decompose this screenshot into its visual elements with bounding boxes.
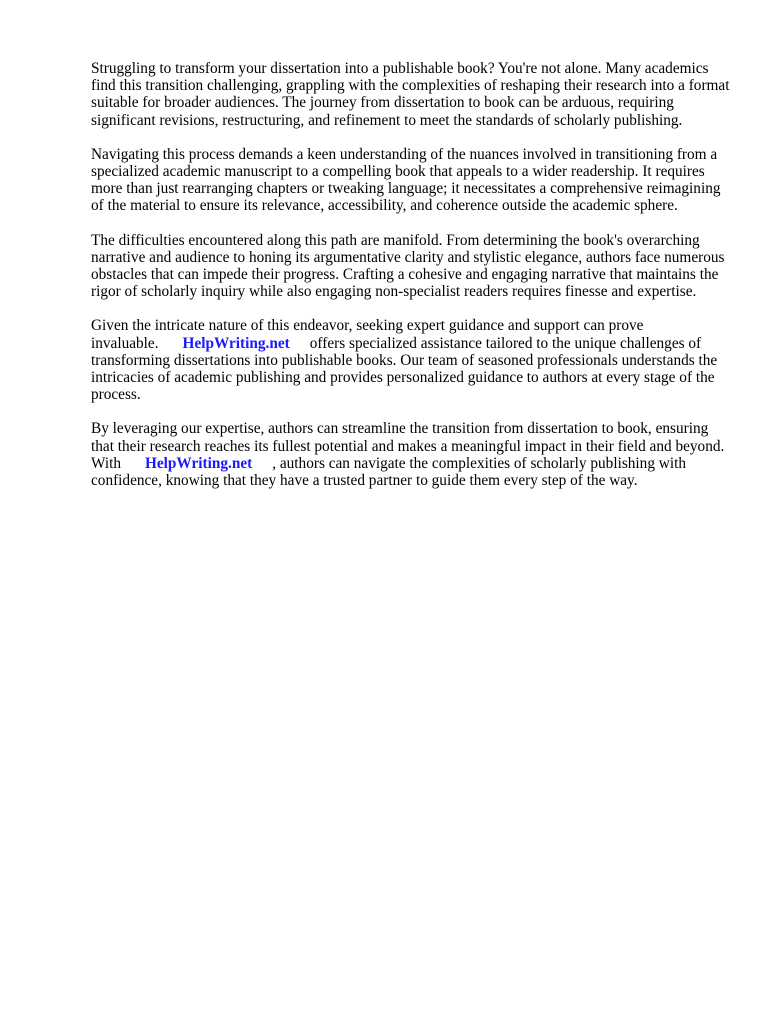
helpwriting-link-2[interactable]: HelpWriting.net: [144, 454, 253, 472]
document-body: [91, 60, 731, 506]
leveraging-text-after: , authors can navigate the complexities of scholarly publishing with confidence, knowing that they have a trusted partner to guide them every step of the way.: [91, 454, 686, 490]
guidance-text-after: offers specialized assistance tailored to the unique challenges of transforming dissertations into publishable books. Our team of seasoned professionals understands the intricacies of academic publishing and provides personalized guidance to authors at every stage of the process.: [91, 334, 718, 404]
paragraph-intro: Struggling to transform your dissertation into a publishable book? You're not alone. Many academics find this transition challenging, grappling with the complexities of reshaping their research into a format suitable for broader audiences. The journey from dissertation to book can be arduous, requiring significant revisions, restructuring, and refinement to meet the standards of scholarly publishing.: [91, 60, 730, 129]
paragraph-guidance: [91, 317, 731, 403]
leveraging-text-before: By leveraging our expertise, authors can streamline the transition from dissertation to book, ensuring that their research reaches its fullest potential and makes a meaningful impact in their field and beyond. With: [91, 420, 725, 472]
helpwriting-link[interactable]: HelpWriting.net: [182, 334, 290, 352]
guidance-text-before: Given the intricate nature of this endeavor, seeking expert guidance and support can prove invaluable.: [91, 317, 644, 352]
paragraph-navigating: Navigating this process demands a keen understanding of the nuances involved in transitioning from a specialized academic manuscript to a compelling book that appeals to a wider readership. It requires more than just rearranging chapters or tweaking language; it necessitates a comprehensive reimagining of the material to ensure its relevance, accessibility, and coherence outside the academic sphere.: [91, 145, 721, 215]
paragraph-difficulties: The difficulties encountered along this path are manifold. From determining the book's overarching narrative and audience to honing its argumentative clarity and stylistic elegance, authors face numerous obstacles that can impede their progress. Crafting a cohesive and engaging narrative that maintains the rigor of scholarly inquiry while also engaging non-specialist readers requires finesse and expertise.: [91, 231, 725, 301]
paragraph-leveraging: [91, 420, 731, 489]
